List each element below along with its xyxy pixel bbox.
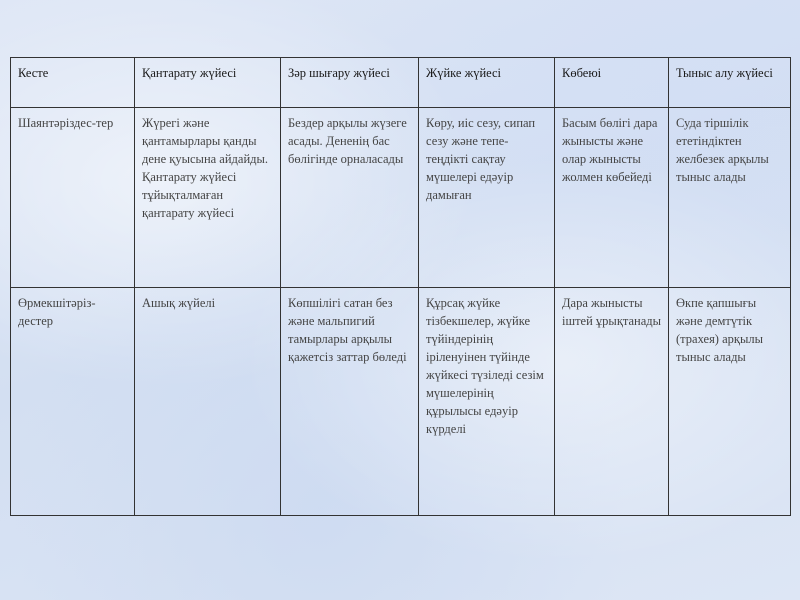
table-row <box>11 108 791 288</box>
comparison-table <box>10 57 791 516</box>
table-cell: Суда тіршілік ететіндіктен желбезек арқылы тыныс алады <box>669 108 791 288</box>
table-container <box>10 57 790 515</box>
table-cell: Көпшілігі сатан без және мальпигий тамырлары арқылы қажетсіз заттар бөледі <box>281 288 419 516</box>
table-cell: Басым бөлігі дара жынысты және олар жынысты жолмен көбейеді <box>555 108 669 288</box>
table-header-row <box>11 58 791 108</box>
header-cell: Қантарату жүйесі <box>135 58 281 108</box>
table-cell: Өрмекшітәріз-дестер <box>11 288 135 516</box>
table-cell: Бездер арқылы жүзеге асады. Дененің бас бөлігінде орналасады <box>281 108 419 288</box>
header-cell: Жүйке жүйесі <box>419 58 555 108</box>
table-cell: Ашық жүйелі <box>135 288 281 516</box>
table-cell: Көру, иіс сезу, сипап сезу және тепе-теңдікті сақтау мүшелері едәуір дамыған <box>419 108 555 288</box>
table-cell: Шаянтәріздес-тер <box>11 108 135 288</box>
header-cell: Тыныс алу жүйесі <box>669 58 791 108</box>
header-cell: Кесте <box>11 58 135 108</box>
table-cell: Жүрегі және қантамырлары қанды дене қуысына айдайды. Қантарату жүйесі тұйықталмаған қантарату жүйесі <box>135 108 281 288</box>
table-cell: Құрсақ жүйке тізбекшелер, жүйке түйіндерінің іріленуінен түйінде жүйкесі түзіледі сезім мүшелерінің құрылысы едәуір күрделі <box>419 288 555 516</box>
table-row <box>11 288 791 516</box>
header-cell: Зәр шығару жүйесі <box>281 58 419 108</box>
header-cell: Көбеюі <box>555 58 669 108</box>
table-cell: Дара жынысты іштей ұрықтанады <box>555 288 669 516</box>
table-cell: Өкпе қапшығы және демтүтік (трахея) арқылы тыныс алады <box>669 288 791 516</box>
